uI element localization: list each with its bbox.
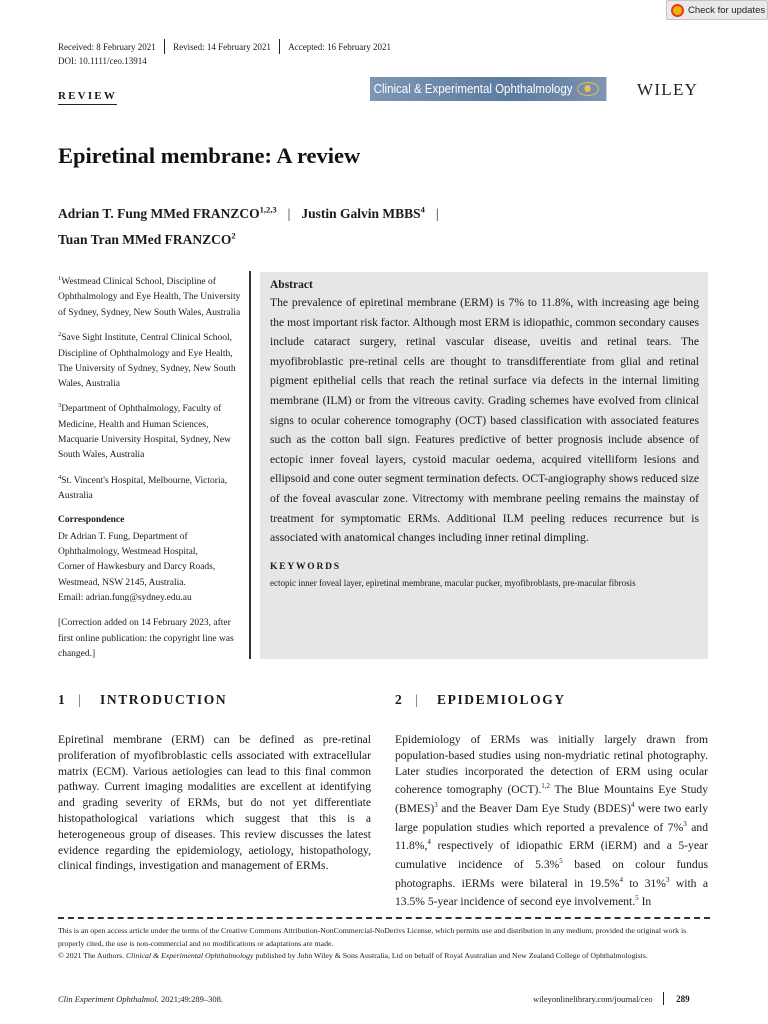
affiliation: $^4$St. Vincent's Hospital, Melbourne, Victoria, Australia xyxy=(58,473,228,502)
abstract-text: The prevalence of epiretinal membrane (ERM) is 7% to 11.8%, with increasing age being the most important risk factor. Although most ERM is idiopathic, common secondary causes include cataract surgery, retinal vascular disease, uveitis and retinal tears. The myofibroblastic pre-retinal cells are thought to transdifferentiate from glial and retinal pigment epithelial cells that reach the retinal surface via defects in the internal limiting membrane (ILM) or from the vitreous cavity. Grading schemes have evolved from clinical signs to ocular coherence tomography (OCT) based classification with associated features such as the cotton ball sign. Features predictive of better prognosis include absence of ectopic inner foveal layers, cystoid macular oedema, acquired vitelliform lesions and ellipsoid and cone outer segment termination defects. OCT-angiography shows reduced size of the foveal avascular zone. Vitrectomy with membrane peeling remains the mainstay of treatment for symptomatic ERMs. Additional ILM peeling reduces recurrence but is associated with anatomical changes including inner retinal dimpling. xyxy=(270,296,699,545)
citation[interactable]: 3 xyxy=(665,875,670,884)
affiliation: $^3$Department of Ophthalmology, Faculty of Medicine, Health and Human Sciences, Macquarie University Hospital, Sydney, New South Wales, Australia xyxy=(58,402,231,461)
citation[interactable]: 4 xyxy=(427,838,431,847)
license-notice xyxy=(58,925,710,963)
received-date: Received: 8 February 2021 xyxy=(58,41,156,52)
affiliations-column xyxy=(58,271,243,668)
author-divider: | xyxy=(435,205,439,221)
author-list xyxy=(58,198,450,251)
citation[interactable]: 1,2 xyxy=(541,782,551,791)
footer-divider xyxy=(663,992,665,1005)
article-dates xyxy=(58,39,391,54)
column-divider xyxy=(249,271,251,659)
page-number: 289 xyxy=(676,993,690,1004)
author-name[interactable]: Adrian T. Fung MMed FRANZCO$^{1,2,3}$ xyxy=(58,204,277,221)
epidemiology-section xyxy=(395,692,708,910)
article-type-label: REVIEW xyxy=(58,90,117,105)
date-divider xyxy=(279,39,280,54)
license-text: This is an open access article under the terms of the Creative Commons Attribution-NonCommercial-NoDerivs License, which permits use and distribution in any medium, provided the original work is properly cited, the use is non-commercial and no modifications or adaptations are made. xyxy=(58,926,687,948)
affiliation: $^1$Westmead Clinical School, Discipline of Ophthalmology and Eye Health, The University of Sydney, Sydney, New South Wales, Australia xyxy=(58,275,241,318)
citation[interactable]: 4 xyxy=(630,801,635,810)
crossmark-icon xyxy=(671,4,684,17)
citation[interactable]: 3 xyxy=(683,819,687,828)
journal-name: Clinical & Experimental Ophthalmology xyxy=(373,82,573,96)
correspondence-email[interactable]: Email: adrian.fung@sydney.edu.au xyxy=(58,592,192,603)
author-name[interactable]: Justin Galvin MBBS$^4$ xyxy=(301,204,425,221)
author-divider: | xyxy=(287,205,291,221)
date-divider xyxy=(164,39,165,54)
keywords-text: ectopic inner foveal layer, epiretinal membrane, macular pucker, myofibroblasts, pre-macular fibrosis xyxy=(270,577,636,588)
keywords-heading: KEYWORDS xyxy=(270,561,341,572)
copyright-line: © 2021 The Authors. Clinical & Experimental Ophthalmology published by John Wiley & Sons Australia, Ltd on behalf of Royal Australian and New Zealand College of Ophthalmologists. xyxy=(58,951,648,961)
check-for-updates-label: Check for updates xyxy=(688,4,766,16)
license-divider xyxy=(58,917,710,919)
footer-citation: Clin Experiment Ophthalmol. 2021;49:289–308. xyxy=(58,994,224,1004)
check-for-updates-button[interactable] xyxy=(666,0,768,20)
introduction-text: Epiretinal membrane (ERM) can be defined as pre-retinal proliferation of myofibroblastic cells associated with extracellular matrix (ECM). Various aetiologies can lead to this final common pathway. Current imaging modalities are excellent at identifying and grading severity of ERMs, but do not yet differentiate histopathological variations which suggest that this is a heterogeneous group of diseases. This review discusses the latest evidence regarding the epidemiology, aetiology, histopathology, clinical findings, investigation and management of ERMs. xyxy=(58,733,371,873)
doi[interactable]: DOI: 10.1111/ceo.13914 xyxy=(58,56,147,66)
author-name[interactable]: Tuan Tran MMed FRANZCO$^2$ xyxy=(58,230,236,247)
correspondence-label: Correspondence xyxy=(58,515,125,526)
correspondence-address: Dr Adrian T. Fung, Department of Ophthalmology, Westmead Hospital, Corner of Hawkesbury and Darcy Roads, Westmead, NSW 2145, Australia. Email: adrian.fung@sydney.edu.au xyxy=(58,530,243,606)
citation[interactable]: 5 xyxy=(635,894,639,903)
footer-right xyxy=(533,992,690,1005)
citation[interactable]: 3 xyxy=(434,801,438,810)
citation[interactable]: 4 xyxy=(619,875,623,884)
correction-note: [Correction added on 14 February 2023, after first online publication: the copyright line was changed.] xyxy=(58,618,234,659)
section-heading: 1 | INTRODUCTION xyxy=(58,692,228,707)
affiliation: $^2$Save Sight Institute, Central Clinical School, Discipline of Ophthalmology and Eye Health, The University of Sydney, Sydney, New South Wales, Australia xyxy=(58,331,236,390)
article-title: Epiretinal membrane: A review xyxy=(58,143,361,168)
journal-banner xyxy=(370,77,606,101)
abstract-heading: Abstract xyxy=(270,279,313,291)
accepted-date: Accepted: 16 February 2021 xyxy=(288,41,391,52)
introduction-section xyxy=(58,692,371,874)
journal-url[interactable]: wileyonlinelibrary.com/journal/ceo xyxy=(533,993,653,1004)
eye-logo-icon xyxy=(577,82,599,96)
epidemiology-text: Epidemiology of ERMs was initially largely drawn from population-based studies using non-mydriatic retinal photography. Later studies incorporated the detection of ERM using ocular coherence tomography (OCT).$^{1,2}$ The Blue Mountains Eye Study (BMES)$^3$ and the Beaver Dam Eye Study (BDES)$^4$ were two early large population studies which reported a prevalence of 7%$^3$ and 11.8%,$^4$ respectively of idiopathic ERM (iERM) and a 5-year cumulative incidence of 5.3%$^5$ based on colour fundus photographs. iERMs were bilateral in 19.5%$^4$ to 31%$^3$ with a 13.5% 5-year incidence of second eye involvement.$^5$ In xyxy=(395,733,708,909)
publisher-logo: WILEY xyxy=(637,80,699,99)
section-heading: 2 | EPIDEMIOLOGY xyxy=(395,692,566,707)
revised-date: Revised: 14 February 2021 xyxy=(173,41,271,52)
citation[interactable]: 5 xyxy=(559,857,563,866)
abstract-box xyxy=(260,272,708,659)
